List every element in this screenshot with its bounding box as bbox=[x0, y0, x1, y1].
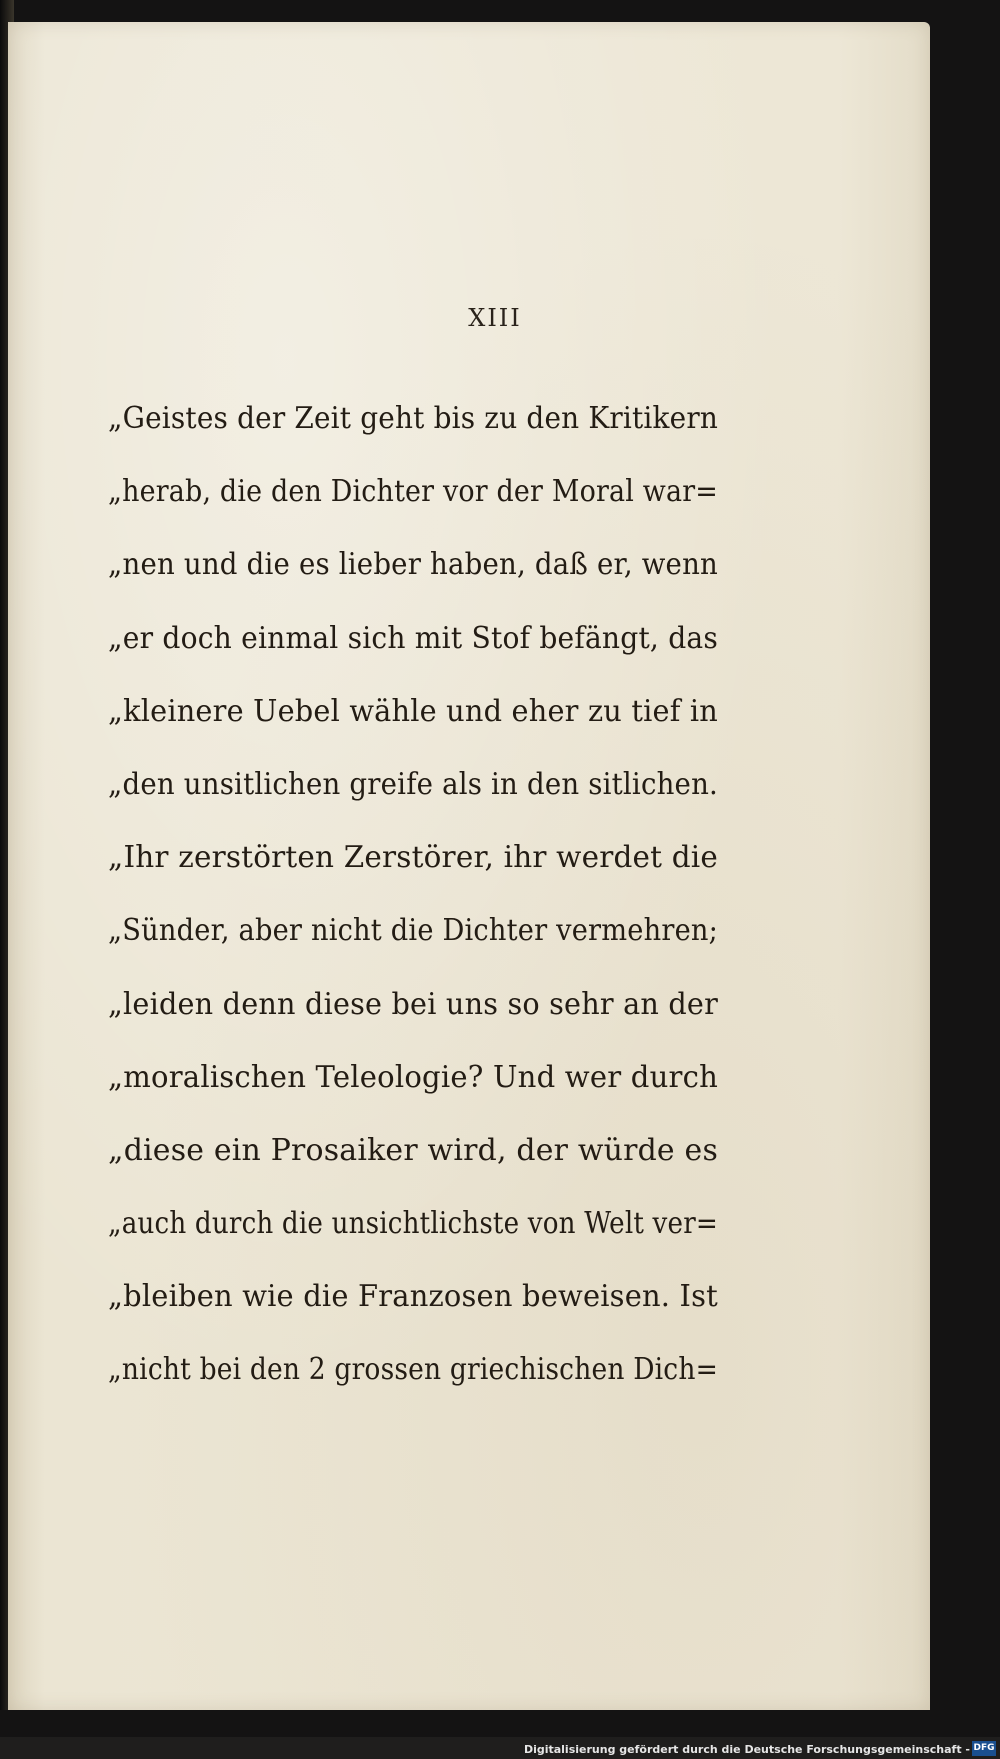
text-line: „Ihr zerstörten Zerstörer, ihr werdet die bbox=[108, 840, 718, 876]
text-line: „nicht bei den 2 grossen griechischen Dich= bbox=[108, 1352, 718, 1388]
text-line: „bleiben wie die Franzosen beweisen. Ist bbox=[108, 1279, 718, 1315]
book-page bbox=[8, 22, 930, 1710]
page-text bbox=[108, 382, 718, 1407]
text-line: „den unsitlichen greife als in den sitlichen. bbox=[108, 766, 718, 802]
text-line: „kleinere Uebel wähle und eher zu tief in bbox=[108, 693, 718, 729]
text-line: „Geistes der Zeit geht bis zu den Kritikern bbox=[108, 401, 718, 436]
text-line: „er doch einmal sich mit Stof befängt, das bbox=[108, 620, 718, 656]
text-line: „auch durch die unsichtlichste von Welt ver= bbox=[108, 1206, 718, 1242]
text-line: „herab, die den Dichter vor der Moral war= bbox=[108, 474, 718, 510]
text-line: „moralischen Teleologie? Und wer durch bbox=[108, 1059, 718, 1095]
funding-credit: Digitalisierung gefördert durch die Deutsche Forschungsgemeinschaft - bbox=[523, 1743, 970, 1756]
digitization-footer bbox=[0, 1737, 1000, 1759]
dfg-logo: DFG bbox=[972, 1741, 996, 1756]
text-line: „leiden denn diese bei uns so sehr an der bbox=[108, 986, 718, 1022]
text-line: „nen und die es lieber haben, daß er, wenn bbox=[108, 547, 718, 583]
text-line: „diese ein Prosaiker wird, der würde es bbox=[108, 1132, 718, 1168]
page-number: XIII bbox=[468, 304, 522, 332]
text-line: „Sünder, aber nicht die Dichter vermehren; bbox=[108, 913, 718, 949]
